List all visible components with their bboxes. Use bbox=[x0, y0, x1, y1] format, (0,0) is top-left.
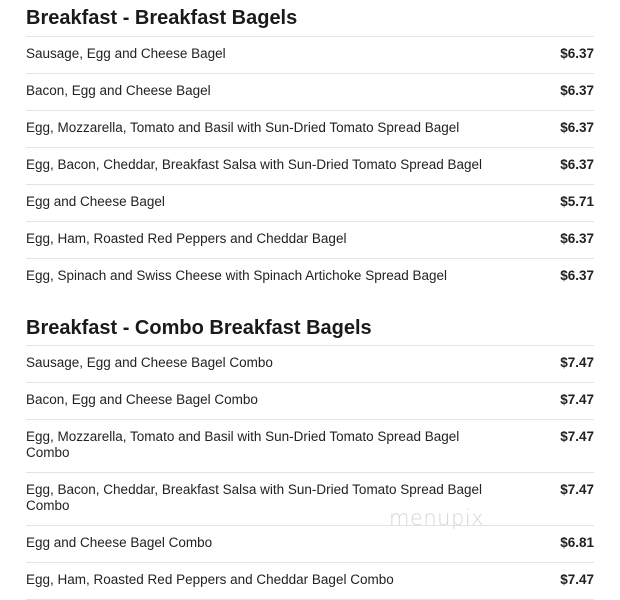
section-title-combo-breakfast-bagels: Breakfast - Combo Breakfast Bagels bbox=[26, 317, 372, 339]
menu-item[interactable] bbox=[26, 382, 594, 419]
item-price: $7.47 bbox=[560, 572, 594, 587]
item-price: $6.37 bbox=[560, 120, 594, 135]
item-price: $6.37 bbox=[560, 157, 594, 172]
menu-item[interactable] bbox=[26, 525, 594, 562]
item-price: $6.37 bbox=[560, 268, 594, 283]
menu-item[interactable] bbox=[26, 345, 594, 382]
item-name: Bacon, Egg and Cheese Bagel bbox=[26, 83, 211, 98]
menu-item[interactable] bbox=[26, 147, 594, 184]
item-name: Egg and Cheese Bagel Combo bbox=[26, 535, 213, 550]
menu-item[interactable] bbox=[26, 110, 594, 147]
item-price: $6.37 bbox=[560, 46, 594, 61]
item-price: $7.47 bbox=[560, 355, 594, 370]
section-title-breakfast-bagels: Breakfast - Breakfast Bagels bbox=[26, 7, 298, 29]
menu-item[interactable] bbox=[26, 258, 594, 295]
item-name: Bacon, Egg and Cheese Bagel Combo bbox=[26, 392, 258, 407]
item-name: Egg, Bacon, Cheddar, Breakfast Salsa with Sun-Dried Tomato Spread Bagel Combo bbox=[26, 482, 483, 513]
item-price: $6.81 bbox=[560, 535, 594, 550]
menu-item[interactable] bbox=[26, 562, 594, 599]
item-price: $7.47 bbox=[560, 429, 594, 444]
menu-item[interactable] bbox=[26, 36, 594, 73]
item-name: Egg, Ham, Roasted Red Peppers and Cheddar Bagel bbox=[26, 231, 347, 246]
item-name: Egg, Ham, Roasted Red Peppers and Cheddar Bagel Combo bbox=[26, 572, 394, 587]
item-price: $7.47 bbox=[560, 392, 594, 407]
item-name: Egg, Mozzarella, Tomato and Basil with Sun-Dried Tomato Spread Bagel Combo bbox=[26, 429, 460, 460]
item-name: Egg, Bacon, Cheddar, Breakfast Salsa with Sun-Dried Tomato Spread Bagel bbox=[26, 157, 483, 172]
item-price: $6.37 bbox=[560, 83, 594, 98]
menu-list bbox=[26, 0, 594, 600]
item-name: Egg and Cheese Bagel bbox=[26, 194, 165, 209]
item-price: $5.71 bbox=[560, 194, 594, 209]
item-name: Egg, Spinach and Swiss Cheese with Spinach Artichoke Spread Bagel bbox=[26, 268, 448, 283]
item-price: $6.37 bbox=[560, 231, 594, 246]
menu-item[interactable] bbox=[26, 73, 594, 110]
menu-item[interactable] bbox=[26, 221, 594, 258]
item-name: Sausage, Egg and Cheese Bagel bbox=[26, 46, 226, 61]
menu-item[interactable] bbox=[26, 184, 594, 221]
item-price: $7.47 bbox=[560, 482, 594, 497]
menu-item[interactable] bbox=[26, 472, 594, 525]
watermark-logo: menupix bbox=[389, 506, 485, 530]
item-name: Egg, Mozzarella, Tomato and Basil with Sun-Dried Tomato Spread Bagel bbox=[26, 120, 460, 135]
menu-item[interactable] bbox=[26, 419, 594, 472]
item-name: Sausage, Egg and Cheese Bagel Combo bbox=[26, 355, 273, 370]
